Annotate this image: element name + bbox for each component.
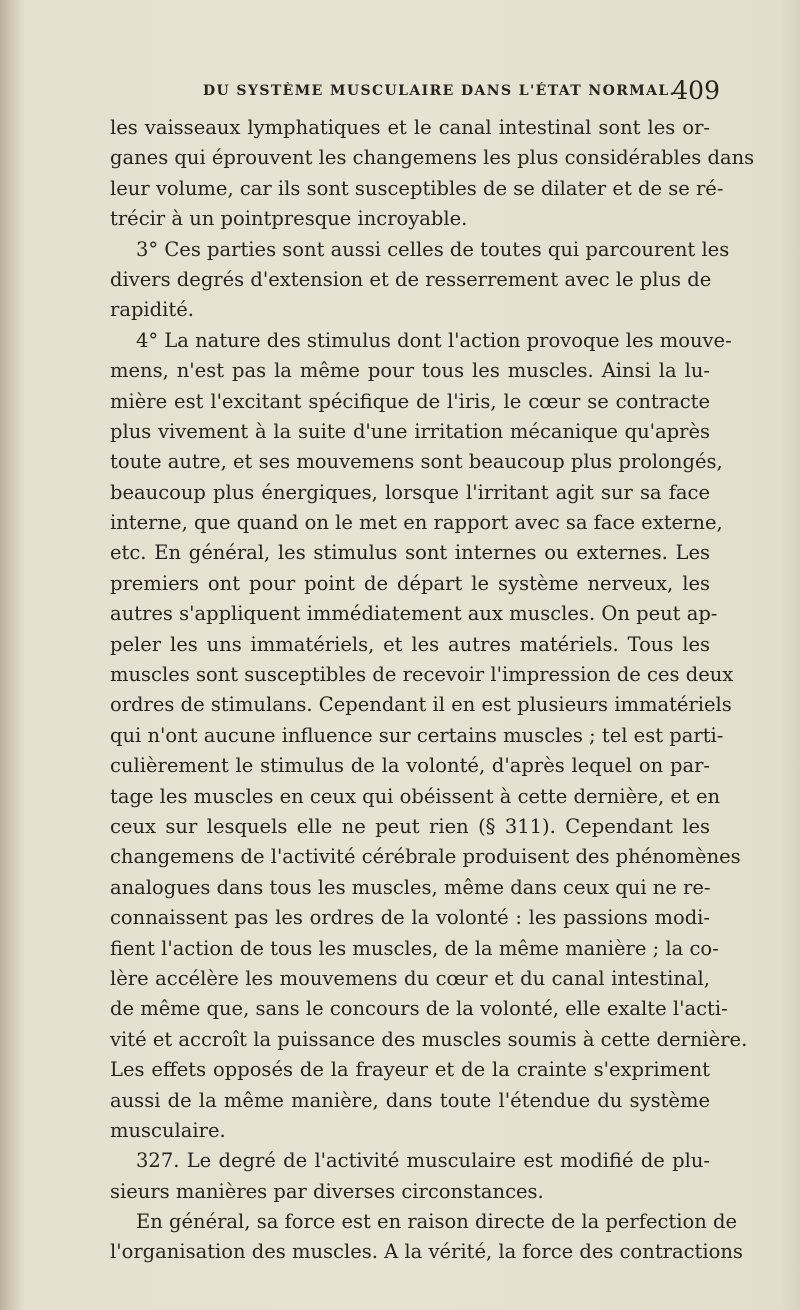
text-line: etc. En général, les stimulus sont internes ou externes. Les <box>110 541 710 565</box>
text-line: culièrement le stimulus de la volonté, d'après lequel on par- <box>110 754 710 778</box>
text-line: 4° La nature des stimulus dont l'action provoque les mouve- <box>136 328 732 352</box>
text-line: En général, sa force est en raison directe de la perfection de <box>136 1210 738 1234</box>
text-line: mens, n'est pas la même pour tous les muscles. Ainsi la lu- <box>110 359 710 383</box>
text-line: sieurs manières par diverses circonstances. <box>110 1179 544 1203</box>
page-header <box>108 76 720 110</box>
text-line: beaucoup plus énergiques, lorsque l'irritant agit sur sa face <box>110 480 710 504</box>
text-line: aussi de la même manière, dans toute l'étendue du système <box>110 1088 710 1112</box>
text-line: trécir à un pointpresque incroyable. <box>110 207 468 231</box>
text-line: musculaire. <box>110 1118 226 1142</box>
text-line: leur volume, car ils sont susceptibles de se dilater et de se ré- <box>110 176 724 200</box>
text-line: fient l'action de tous les muscles, de la même manière ; la co- <box>110 936 719 960</box>
text-line: de même que, sans le concours de la volonté, elle exalte l'acti- <box>110 997 728 1021</box>
text-line: analogues dans tous les muscles, même dans ceux qui ne re- <box>110 875 711 899</box>
text-line: 3° Ces parties sont aussi celles de toutes qui parcourent les <box>136 237 730 261</box>
text-line: autres s'appliquent immédiatement aux muscles. On peut ap- <box>110 602 718 626</box>
text-line: les vaisseaux lymphatiques et le canal intestinal sont les or- <box>110 116 710 139</box>
text-line: ganes qui éprouvent les changemens les plus considérables dans <box>110 146 755 170</box>
text-line: tage les muscles en ceux qui obéissent à cette dernière, et en <box>110 784 721 808</box>
text-line: vité et accroît la puissance des muscles soumis à cette dernière. <box>110 1027 748 1051</box>
text-line: rapidité. <box>110 298 194 322</box>
body-text <box>110 113 755 1268</box>
text-line: 327. Le degré de l'activité musculaire est modifié de plu- <box>136 1149 710 1173</box>
text-line: connaissent pas les ordres de la volonté : les passions modi- <box>110 906 710 930</box>
text-line: ceux sur lesquels elle ne peut rien (§ 311). Cependant les <box>110 814 710 838</box>
page-binding-edge <box>0 0 22 1310</box>
text-line: plus vivement à la suite d'une irritation mécanique qu'après <box>110 419 710 443</box>
page-number: 409 <box>672 76 720 105</box>
text-line: changemens de l'activité cérébrale produisent des phénomènes <box>110 845 741 869</box>
text-line: l'organisation des muscles. A la vérité, la force des contractions <box>110 1240 743 1264</box>
text-line: Les effets opposés de la frayeur et de la crainte s'expriment <box>110 1058 710 1082</box>
text-line: premiers ont pour point de départ le système nerveux, les <box>110 571 710 595</box>
text-line: peler les uns immatériels, et les autres matériels. Tous les <box>110 632 710 656</box>
text-line: divers degrés d'extension et de resserrement avec le plus de <box>110 267 712 291</box>
text-line: toute autre, et ses mouvemens sont beaucoup plus prolongés, <box>110 450 723 474</box>
text-line: qui n'ont aucune influence sur certains muscles ; tel est parti- <box>110 723 724 747</box>
text-line: lère accélère les mouvemens du cœur et du canal intestinal, <box>110 966 710 990</box>
text-line: muscles sont susceptibles de recevoir l'impression de ces deux <box>110 663 734 687</box>
running-head: DU SYSTÈME MUSCULAIRE DANS L'ÉTAT NORMAL. <box>203 83 676 99</box>
text-line: mière est l'excitant spécifique de l'iris, le cœur se contracte <box>110 389 710 413</box>
text-line: ordres de stimulans. Cependant il en est plusieurs immatériels <box>110 693 732 717</box>
text-line: interne, que quand on le met en rapport avec sa face externe, <box>110 511 723 535</box>
